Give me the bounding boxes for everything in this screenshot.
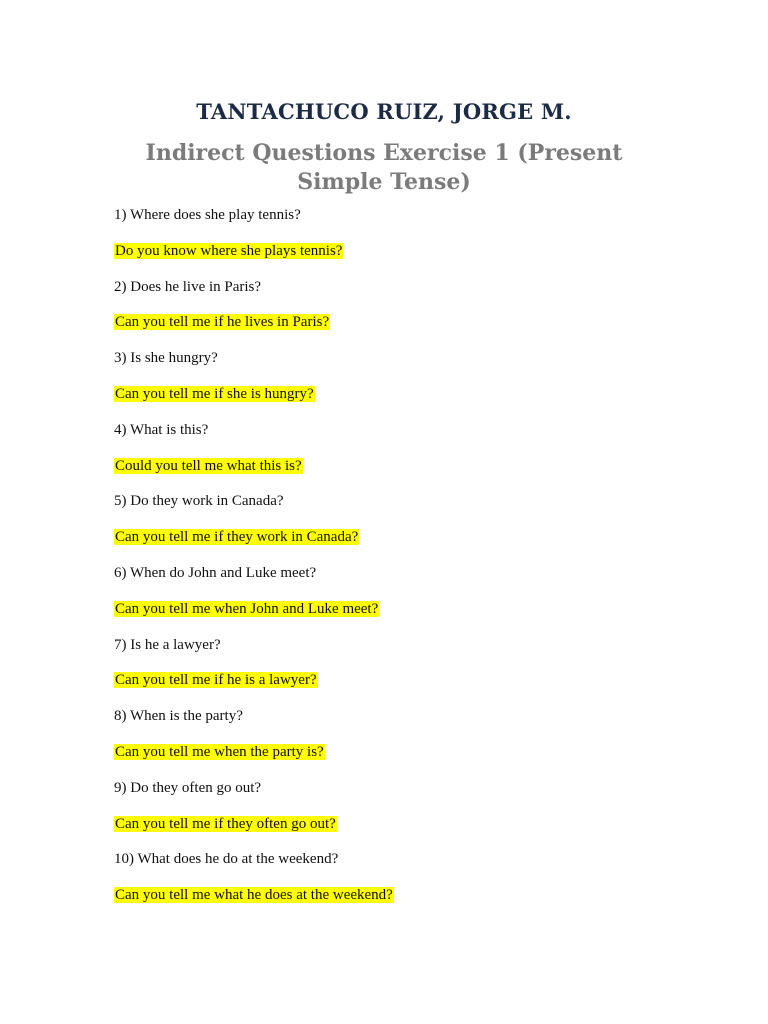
highlighted-answer: Can you tell me when John and Luke meet? (115, 600, 379, 617)
highlighted-answer: Can you tell me if he lives in Paris? (115, 314, 330, 331)
highlighted-answer: Do you know where she plays tennis? (115, 242, 343, 259)
answer-line (114, 527, 674, 563)
question-line: 6) When do John and Luke meet? (114, 564, 317, 581)
question-line: 8) When is the party? (114, 708, 243, 725)
highlighted-answer: Can you tell me if he is a lawyer? (115, 672, 317, 689)
answer-line (114, 670, 674, 706)
highlighted-answer: Can you tell me what he does at the weekend? (115, 887, 393, 904)
answer-line (114, 456, 674, 492)
question-answer-list (114, 205, 674, 921)
answer-line (114, 599, 674, 635)
question-line: 3) Is she hungry? (114, 350, 218, 367)
question-line: 4) What is this? (114, 421, 209, 438)
answer-line (114, 384, 674, 420)
question-line: 5) Do they work in Canada? (114, 493, 284, 510)
exercise-title: Indirect Questions Exercise 1 (Present Simple Tense) (145, 140, 623, 195)
highlighted-answer: Can you tell me if they often go out? (115, 815, 336, 832)
answer-line (114, 814, 674, 850)
answer-line (114, 241, 674, 277)
question-line: 10) What does he do at the weekend? (114, 851, 339, 868)
question-line: 1) Where does she play tennis? (114, 207, 301, 223)
answer-line (114, 885, 674, 921)
highlighted-answer: Could you tell me what this is? (115, 457, 302, 474)
author-heading: TANTACHUCO RUIZ, JORGE M. (196, 99, 572, 124)
highlighted-answer: Can you tell me if she is hungry? (115, 385, 314, 402)
question-line: 7) Is he a lawyer? (114, 636, 221, 653)
question-line: 9) Do they often go out? (114, 779, 262, 796)
answer-line (114, 312, 674, 348)
highlighted-answer: Can you tell me if they work in Canada? (115, 529, 359, 546)
highlighted-answer: Can you tell me when the party is? (115, 743, 324, 760)
answer-line (114, 742, 674, 778)
question-line: 2) Does he live in Paris? (114, 278, 262, 295)
